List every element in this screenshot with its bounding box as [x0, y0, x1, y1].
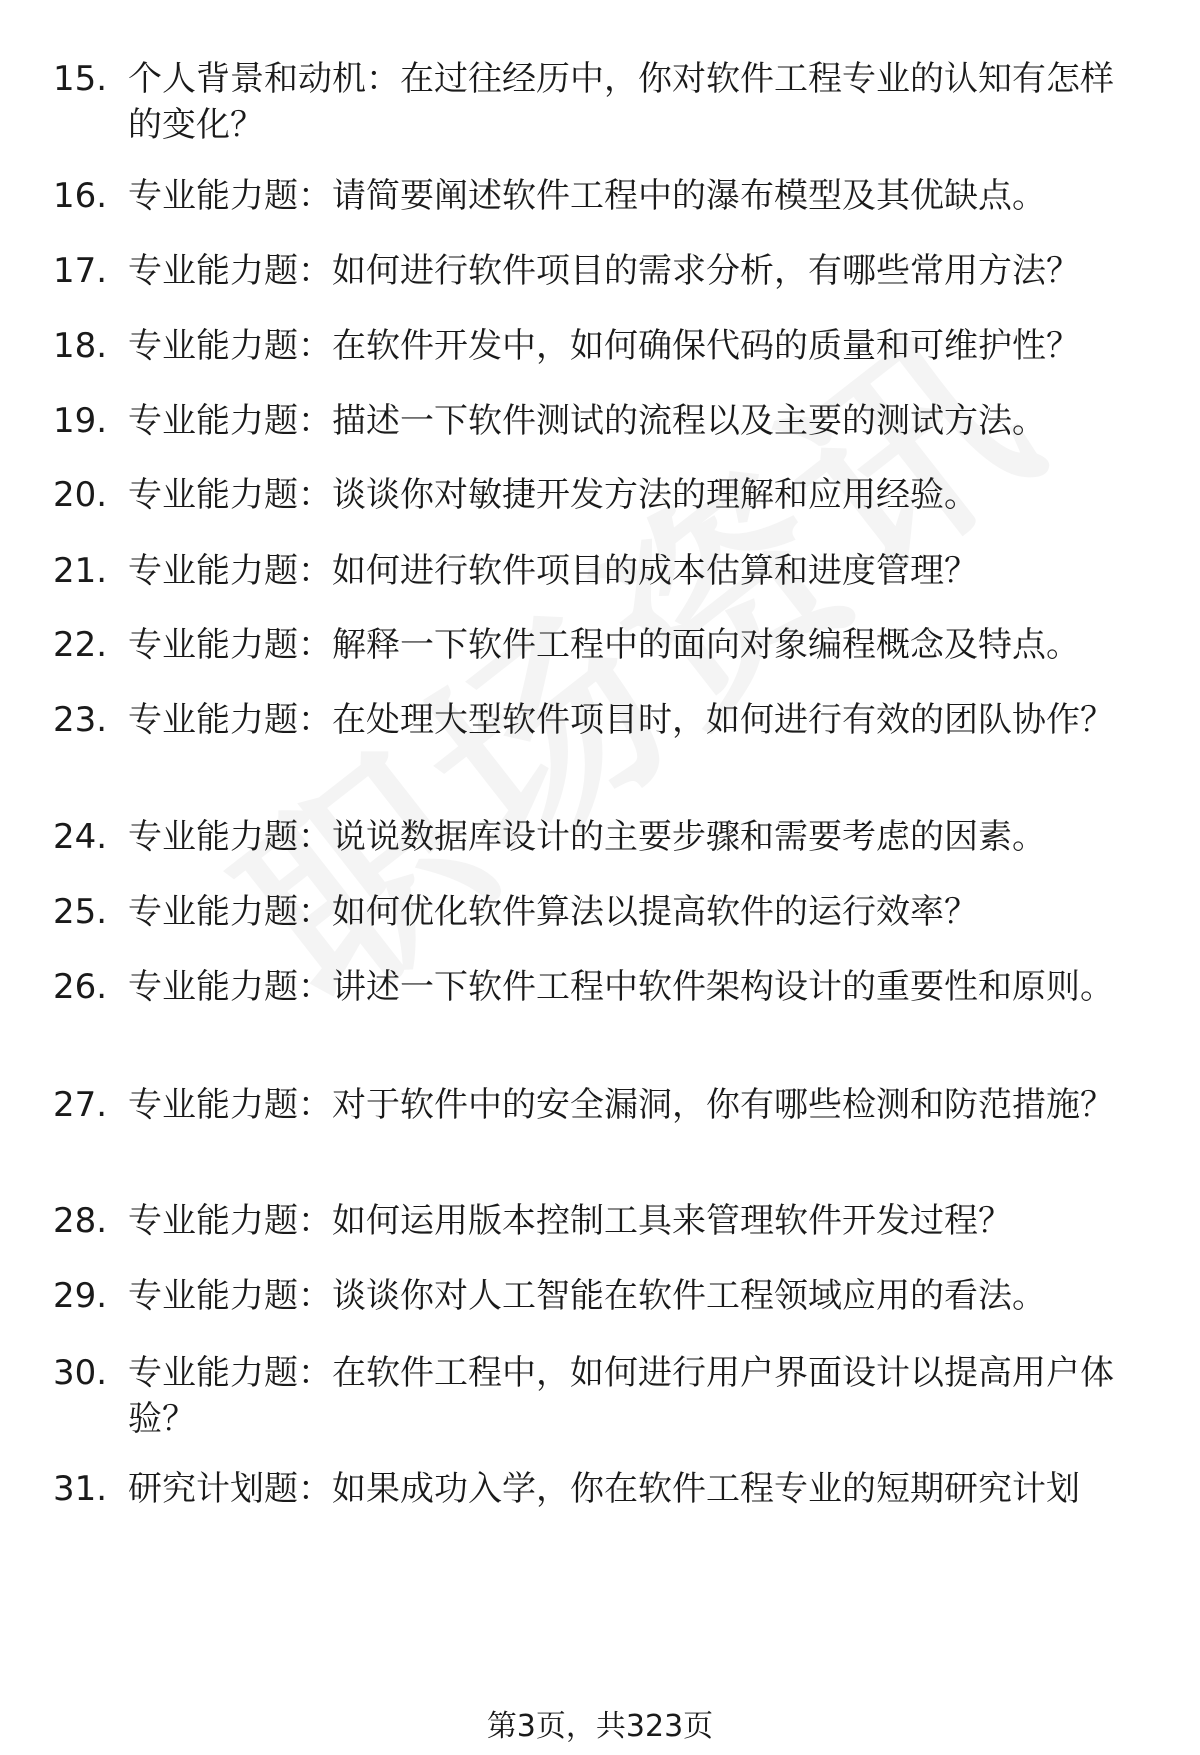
question-category: 专业能力题: [128, 326, 298, 366]
question-number: 26.: [53, 967, 108, 1007]
question-number: 27.: [53, 1085, 108, 1125]
question-number: 15.: [53, 59, 108, 99]
question-text: 在过往经历中，你对软件工程专业的认知有怎样的变化？: [128, 59, 1114, 145]
question-category: 专业能力题: [128, 251, 298, 291]
question-body: [128, 964, 1138, 1010]
question-text: 在软件开发中，如何确保代码的质量和可维护性？: [332, 326, 1080, 366]
question-separator: ：: [298, 326, 332, 366]
question-item: [0, 1082, 1200, 1128]
question-body: [128, 889, 1138, 935]
question-text: 讲述一下软件工程中软件架构设计的重要性和原则。: [332, 967, 1114, 1007]
question-text: 描述一下软件测试的流程以及主要的测试方法。: [332, 401, 1046, 441]
question-number: 23.: [53, 700, 108, 740]
question-body: [128, 622, 1138, 668]
question-category: 专业能力题: [128, 700, 298, 740]
question-body: [128, 1466, 1138, 1512]
question-body: [128, 398, 1138, 444]
question-item: [0, 1273, 1200, 1319]
question-separator: ：: [298, 1353, 332, 1393]
question-number: 21.: [53, 551, 108, 591]
question-body: [128, 548, 1138, 594]
question-category: 专业能力题: [128, 892, 298, 932]
question-separator: ：: [298, 892, 332, 932]
question-number: 29.: [53, 1276, 108, 1316]
question-item: [0, 548, 1200, 594]
question-item: [0, 56, 1200, 148]
question-separator: ：: [298, 817, 332, 857]
question-body: [128, 1273, 1138, 1319]
question-item: [0, 622, 1200, 668]
question-separator: ：: [298, 1276, 332, 1316]
question-number: 30.: [53, 1353, 108, 1393]
question-item: [0, 964, 1200, 1010]
question-category: 专业能力题: [128, 817, 298, 857]
question-text: 解释一下软件工程中的面向对象编程概念及特点。: [332, 625, 1080, 665]
question-number: 22.: [53, 625, 108, 665]
question-number: 25.: [53, 892, 108, 932]
question-body: [128, 472, 1138, 518]
question-body: [128, 173, 1138, 219]
question-separator: ：: [298, 475, 332, 515]
question-separator: ：: [298, 551, 332, 591]
question-separator: ：: [366, 59, 400, 99]
question-body: [128, 56, 1138, 148]
question-separator: ：: [298, 1085, 332, 1125]
question-separator: ：: [298, 625, 332, 665]
question-text: 在处理大型软件项目时，如何进行有效的团队协作？: [332, 700, 1114, 740]
question-category: 专业能力题: [128, 1085, 298, 1125]
question-text: 请简要阐述软件工程中的瀑布模型及其优缺点。: [332, 176, 1046, 216]
question-separator: ：: [298, 967, 332, 1007]
question-category: 研究计划题: [128, 1469, 298, 1509]
question-number: 31.: [53, 1469, 108, 1509]
question-separator: ：: [298, 401, 332, 441]
question-body: [128, 1198, 1138, 1244]
question-category: 专业能力题: [128, 551, 298, 591]
question-category: 专业能力题: [128, 401, 298, 441]
question-body: [128, 1350, 1138, 1442]
question-item: [0, 248, 1200, 294]
question-separator: ：: [298, 176, 332, 216]
question-text: 说说数据库设计的主要步骤和需要考虑的因素。: [332, 817, 1046, 857]
question-body: [128, 323, 1138, 369]
question-item: [0, 889, 1200, 935]
question-number: 20.: [53, 475, 108, 515]
question-number: 24.: [53, 817, 108, 857]
question-item: [0, 173, 1200, 219]
question-separator: ：: [298, 700, 332, 740]
question-category: 专业能力题: [128, 967, 298, 1007]
question-body: [128, 697, 1138, 743]
question-item: [0, 1466, 1200, 1512]
question-category: 专业能力题: [128, 1201, 298, 1241]
question-text: 如何运用版本控制工具来管理软件开发过程？: [332, 1201, 1012, 1241]
question-text: 在软件工程中，如何进行用户界面设计以提高用户体验？: [128, 1353, 1114, 1439]
question-category: 专业能力题: [128, 176, 298, 216]
question-text: 谈谈你对敏捷开发方法的理解和应用经验。: [332, 475, 978, 515]
question-item: [0, 814, 1200, 860]
question-number: 28.: [53, 1201, 108, 1241]
question-number: 16.: [53, 176, 108, 216]
question-item: [0, 1350, 1200, 1442]
question-separator: ：: [298, 251, 332, 291]
question-text: 如何优化软件算法以提高软件的运行效率？: [332, 892, 978, 932]
question-category: 专业能力题: [128, 475, 298, 515]
question-body: [128, 248, 1138, 294]
question-category: 专业能力题: [128, 625, 298, 665]
question-category: 专业能力题: [128, 1276, 298, 1316]
question-text: 谈谈你对人工智能在软件工程领域应用的看法。: [332, 1276, 1046, 1316]
question-body: [128, 814, 1138, 860]
question-item: [0, 398, 1200, 444]
question-text: 如何进行软件项目的需求分析，有哪些常用方法？: [332, 251, 1080, 291]
question-number: 17.: [53, 251, 108, 291]
question-body: [128, 1082, 1138, 1128]
question-item: [0, 1198, 1200, 1244]
question-item: [0, 697, 1200, 743]
question-separator: ：: [298, 1201, 332, 1241]
question-text: 对于软件中的安全漏洞，你有哪些检测和防范措施？: [332, 1085, 1114, 1125]
page-footer: 第3页，共323页: [486, 1709, 714, 1744]
question-text: 如何进行软件项目的成本估算和进度管理？: [332, 551, 978, 591]
question-item: [0, 323, 1200, 369]
question-text: 如果成功入学，你在软件工程专业的短期研究计划: [332, 1469, 1080, 1509]
question-number: 19.: [53, 401, 108, 441]
question-category: 个人背景和动机: [128, 59, 366, 99]
question-number: 18.: [53, 326, 108, 366]
question-category: 专业能力题: [128, 1353, 298, 1393]
question-item: [0, 472, 1200, 518]
question-separator: ：: [298, 1469, 332, 1509]
